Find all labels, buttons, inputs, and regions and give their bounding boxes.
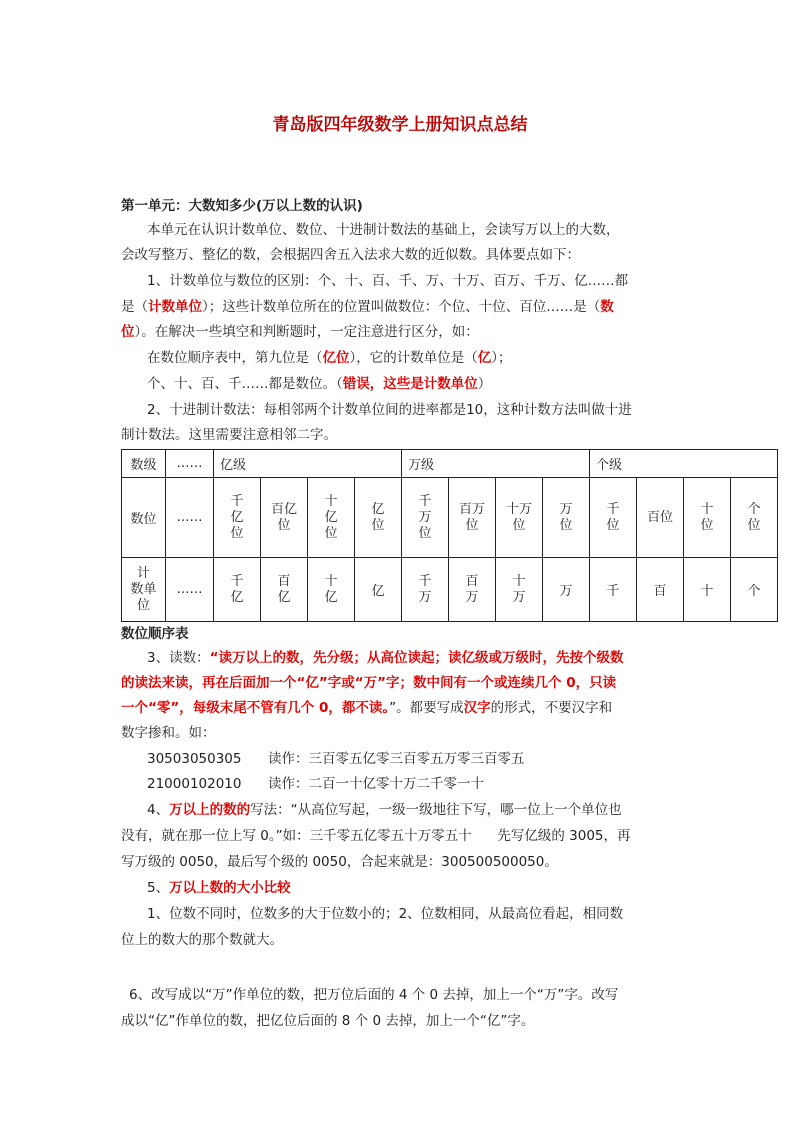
- p3-line-3: [121, 698, 612, 718]
- row-label-text: 计 数单位: [130, 565, 157, 613]
- example-number: 30503050305: [147, 751, 242, 767]
- position-text: 千亿位: [230, 493, 244, 541]
- unit-cell: [449, 558, 496, 622]
- p1-text: 个、十、百、千……都是数位。（: [147, 376, 343, 392]
- unit-cell: 千: [590, 558, 637, 622]
- unit-text: 十万: [512, 573, 526, 605]
- row-label: 数级: [122, 450, 166, 478]
- unit-cell: [308, 558, 355, 622]
- p1-line-1: 1、计数单位与数位的区别：个、十、百、千、万、十万、百万、千万、亿……都: [147, 273, 629, 289]
- p3-highlight: 一个“零”，每级末尾不管有几个 0，都不读。: [121, 700, 390, 716]
- unit-cell: 百: [637, 558, 684, 622]
- table-caption: 数位顺序表: [121, 626, 189, 642]
- p4-line-3: 写万级的 0050，最后写个级的 0050，合起来就是：300500500050。: [121, 854, 558, 870]
- position-text: 千万位: [418, 493, 432, 541]
- table-row-positions: [122, 478, 778, 558]
- p5-heading: [147, 878, 291, 898]
- p6-line-2: 成以“亿”作单位的数，把亿位后面的 8 个 0 去掉，加上一个“亿”字。: [121, 1013, 535, 1029]
- p3-text: 3、读数：: [147, 650, 210, 666]
- p3-line-2: 的读法来读，再在后面加一个“亿”字或“万”字；数中间有一个或连续几个 0，只读: [121, 675, 617, 691]
- p1-highlight: 亿位: [322, 350, 350, 366]
- unit-cell: [402, 558, 449, 622]
- p4-highlight: 万以上的数的: [169, 802, 251, 818]
- unit-cell: 亿: [355, 558, 402, 622]
- table-row-levels: [122, 450, 778, 478]
- unit-cell: [261, 558, 308, 622]
- position-text: 十亿位: [324, 493, 338, 541]
- position-text: 个位: [747, 501, 761, 533]
- p1-line-3: [121, 322, 479, 342]
- p5-line-1: 1、位数不同时，位数多的大于位数小的；2、位数相同，从最高位看起，相同数: [147, 906, 624, 922]
- example-number: 21000102010: [147, 776, 242, 792]
- table-row-units: [122, 558, 778, 622]
- unit-text: 千亿: [230, 573, 244, 605]
- row-label: [122, 558, 166, 622]
- unit-heading: 第一单元：大数知多少(万以上数的认识): [121, 198, 363, 214]
- position-text: 百亿位: [270, 501, 297, 533]
- intro-line-2: 会改写整万、整亿的数，会根据四舍五入法求大数的近似数。具体要点如下：: [121, 247, 580, 263]
- p1-text: ）；: [491, 350, 512, 366]
- level-cell: 亿级: [214, 450, 402, 478]
- p1-highlight: 数: [600, 299, 614, 315]
- position-cell: [308, 478, 355, 558]
- p3-line-1: [147, 648, 623, 668]
- position-cell: [496, 478, 543, 558]
- position-cell: [731, 478, 778, 558]
- p1-text: 是（: [121, 299, 148, 315]
- p6-line-1: 6、改写成以“万”作单位的数，把万位后面的 4 个 0 去掉，加上一个“万”字。改写: [129, 987, 619, 1003]
- p1-line-5: [147, 374, 491, 394]
- ellipsis-cell: ……: [166, 450, 214, 478]
- position-cell: [684, 478, 731, 558]
- p3-text: 的形式，不要汉字和: [490, 700, 613, 716]
- p1-highlight: 亿: [477, 350, 492, 366]
- position-cell: [261, 478, 308, 558]
- level-cell: 个级: [590, 450, 778, 478]
- p1-text: ）。在解决一些填空和判断题时，一定注意进行区分，如：: [134, 324, 479, 340]
- p1-text: ）；这些计数单位所在的位置叫做数位：个位、十位、百位……是（: [202, 299, 601, 315]
- p4-line-2: 没有，就在那一位上写 0。”如：三千零五亿零五十万零五十 先写亿级的 3005，再: [121, 828, 631, 844]
- ellipsis-cell: ……: [166, 478, 214, 558]
- position-cell: [543, 478, 590, 558]
- place-value-table: [121, 449, 778, 622]
- page-title: 青岛版四年级数学上册知识点总结: [272, 115, 528, 135]
- p4-line-1: [147, 800, 622, 820]
- p1-text: 在数位顺序表中，第九位是（: [147, 350, 323, 366]
- row-label: 数位: [122, 478, 166, 558]
- position-cell: [590, 478, 637, 558]
- example-reading: 读作：二百一十亿零十万二千零一十: [268, 776, 484, 792]
- position-cell: [449, 478, 496, 558]
- p1-text: ）: [477, 376, 492, 392]
- unit-text: 百万: [465, 573, 479, 605]
- example-reading: 读作：三百零五亿零三百零五万零三百零五: [268, 751, 525, 767]
- intro-line-1: 本单元在认识计数单位、数位、十进制计数法的基础上，会读写万以上的大数，: [147, 222, 620, 238]
- p1-highlight: 位: [121, 324, 135, 340]
- p4-text: 4、: [147, 802, 170, 818]
- p1-text: ），它的计数单位是（: [349, 350, 478, 366]
- p1-line-4: [147, 348, 512, 368]
- unit-cell: 万: [543, 558, 590, 622]
- p3-highlight: 汉字: [463, 700, 491, 716]
- level-cell: 万级: [402, 450, 590, 478]
- ellipsis-cell: ……: [166, 558, 214, 622]
- position-text: 千位: [606, 501, 620, 533]
- p2-line-2: 制计数法。这里需要注意相邻二字。: [121, 427, 337, 443]
- p3-highlight: “读万以上的数，先分级；从高位读起；读亿级或万级时，先按个级数: [209, 650, 624, 666]
- position-cell: [355, 478, 402, 558]
- unit-cell: [496, 558, 543, 622]
- position-text: 十万位: [506, 501, 533, 533]
- position-cell: [637, 478, 684, 558]
- unit-cell: [214, 558, 261, 622]
- position-text: 百万位: [459, 501, 486, 533]
- unit-cell: 十: [684, 558, 731, 622]
- unit-cell: 个: [731, 558, 778, 622]
- unit-text: 百亿: [277, 573, 291, 605]
- position-text: 万位: [559, 501, 573, 533]
- p3-line-4: 数字掺和。如：: [121, 725, 216, 741]
- p2-line-1: 2、十进制计数法：每相邻两个计数单位间的进率都是10，这种计数方法叫做十进: [147, 402, 632, 418]
- p1-highlight: 计数单位: [148, 299, 202, 315]
- unit-text: 十亿: [324, 573, 338, 605]
- p5-highlight: 万以上数的大小比较: [169, 880, 291, 896]
- position-cell: [402, 478, 449, 558]
- p1-line-2: [121, 297, 614, 317]
- position-cell: [214, 478, 261, 558]
- p5-line-2: 位上的数大的那个数就大。: [121, 932, 283, 948]
- p4-text: 写法：“从高位写起，一级一级地往下写，哪一位上一个单位也: [250, 802, 622, 818]
- position-text: 百位: [647, 509, 674, 525]
- position-text: 十位: [700, 501, 714, 533]
- p3-text: ”。都要写成: [389, 700, 464, 716]
- p1-highlight: 错误，这些是计数单位: [342, 376, 478, 392]
- unit-text: 千万: [418, 573, 432, 605]
- position-text: 亿位: [371, 501, 385, 533]
- p5-text: 5、: [147, 880, 170, 896]
